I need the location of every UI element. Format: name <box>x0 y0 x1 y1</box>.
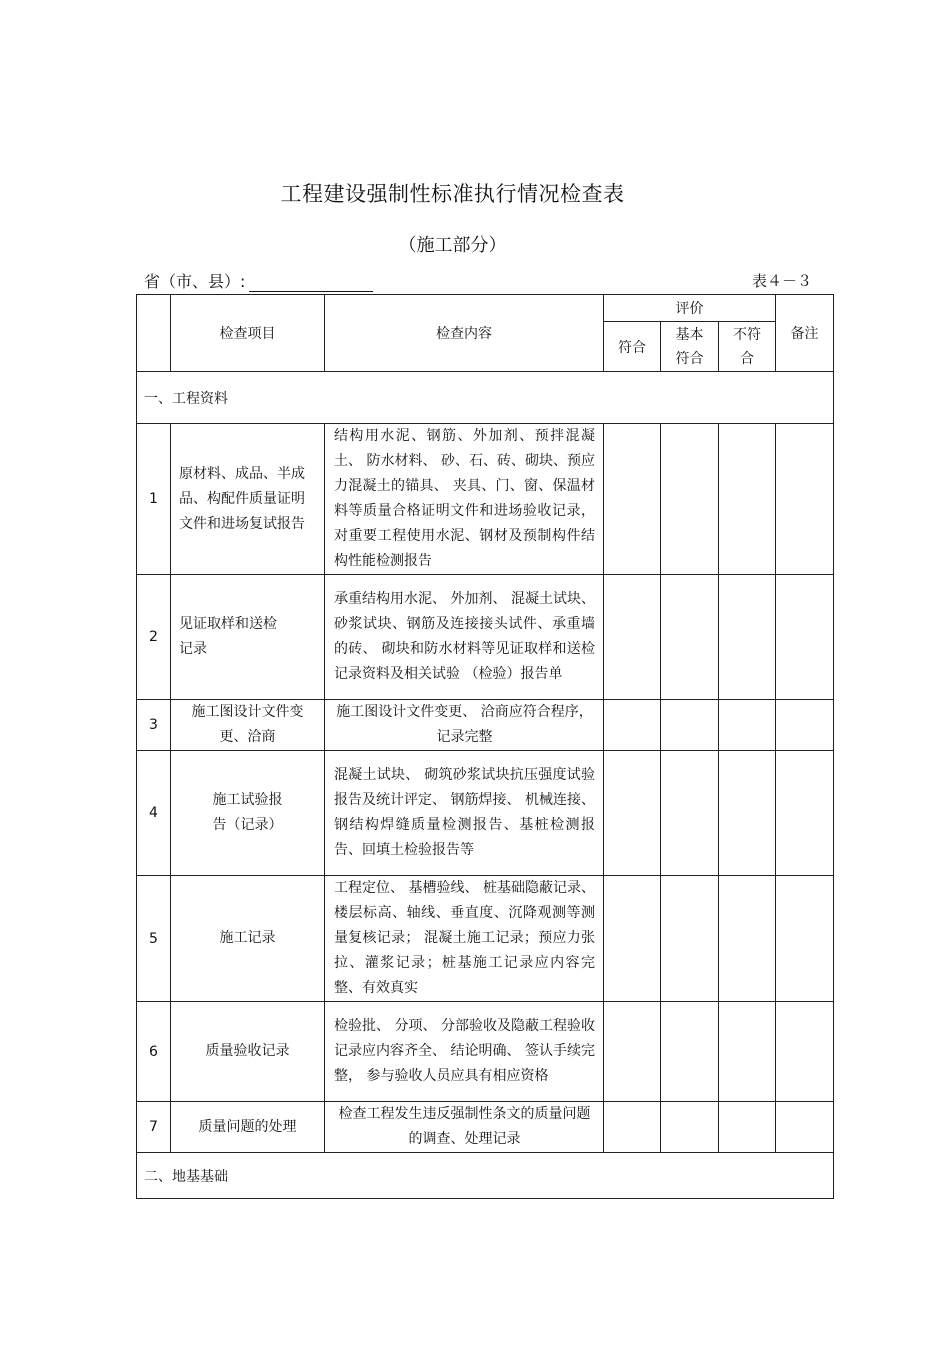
basic-conform-cell <box>661 876 719 1002</box>
basic-conform-cell <box>661 751 719 876</box>
conform-cell <box>604 575 661 700</box>
remark-cell <box>776 1102 834 1153</box>
basic-conform-cell <box>661 424 719 575</box>
not-conform-cell <box>719 1002 776 1102</box>
basic-conform-cell <box>661 1002 719 1102</box>
conform-cell <box>604 1002 661 1102</box>
row-item: 施工记录 <box>171 876 325 1002</box>
page-subtitle: （施工部分） <box>398 235 507 256</box>
header-evaluation: 评价 <box>604 295 776 322</box>
row-content: 混凝土试块、 砌筑砂浆试块抗压强度试验报告及统计评定、 钢筋焊接、 机械连接、钢结构焊缝质量检测报告、基桩检测报告、回填土检验报告等 <box>325 751 604 876</box>
table-row <box>137 700 834 751</box>
conform-cell <box>604 751 661 876</box>
conform-cell <box>604 424 661 575</box>
row-number: 6 <box>137 1002 171 1102</box>
row-content: 检验批、 分项、 分部验收及隐蔽工程验收记录应内容齐全、 结论明确、 签认手续完整， 参与验收人员应具有相应资格 <box>325 1002 604 1102</box>
basic-conform-cell <box>661 1102 719 1153</box>
remark-cell <box>776 1002 834 1102</box>
row-item: 原材料、成品、半成品、构配件质量证明文件和进场复试报告 <box>171 424 325 575</box>
section-row <box>137 372 834 424</box>
row-content: 施工图设计文件变更、 洽商应符合程序，记录完整 <box>325 700 604 751</box>
table-row <box>137 876 834 1002</box>
row-item: 见证取样和送检记录 <box>171 575 325 700</box>
section-title: 一、工程资料 <box>137 372 834 424</box>
remark-cell <box>776 876 834 1002</box>
province-label: 省（市、县）: <box>144 272 246 291</box>
row-content: 结构用水泥、钢筋、外加剂、预拌混凝土、 防水材料、 砂、石、砖、砌块、预应力混凝土的锚具、 夹具、门、窗、保温材料等质量合格证明文件和进场验收记录，对重要工程使用水泥、钢材及预制构件结构性能检测报告 <box>325 424 604 575</box>
row-number: 5 <box>137 876 171 1002</box>
row-content: 工程定位、 基槽验线、 桩基础隐蔽记录、楼层标高、轴线、垂直度、沉降观测等测量复核记录； 混凝土施工记录；预应力张拉、灌浆记录；桩基施工记录应内容完整、有效真实 <box>325 876 604 1002</box>
header-row-1 <box>137 295 834 322</box>
header-number-cell <box>137 295 171 372</box>
row-item: 质量验收记录 <box>171 1002 325 1102</box>
header-item: 检查项目 <box>171 295 325 372</box>
not-conform-cell <box>719 1102 776 1153</box>
header-remark: 备注 <box>776 295 834 372</box>
province-field <box>144 269 373 292</box>
table-row <box>137 1102 834 1153</box>
row-number: 1 <box>137 424 171 575</box>
remark-cell <box>776 575 834 700</box>
table-row <box>137 424 834 575</box>
section-row <box>137 1153 834 1199</box>
basic-conform-cell <box>661 575 719 700</box>
inspection-table <box>136 294 834 1199</box>
row-content: 检查工程发生违反强制性条文的质量问题的调查、处理记录 <box>325 1102 604 1153</box>
not-conform-cell <box>719 751 776 876</box>
not-conform-cell <box>719 575 776 700</box>
table-row <box>137 575 834 700</box>
basic-conform-cell <box>661 700 719 751</box>
remark-cell <box>776 700 834 751</box>
row-number: 2 <box>137 575 171 700</box>
section-title: 二、地基基础 <box>137 1153 834 1199</box>
row-number: 3 <box>137 700 171 751</box>
not-conform-cell <box>719 424 776 575</box>
not-conform-cell <box>719 700 776 751</box>
not-conform-cell <box>719 876 776 1002</box>
conform-cell <box>604 1102 661 1153</box>
remark-cell <box>776 751 834 876</box>
row-item: 施工图设计文件变更、洽商 <box>171 700 325 751</box>
header-content: 检查内容 <box>325 295 604 372</box>
header-not-conform: 不符 合 <box>719 322 776 372</box>
conform-cell <box>604 700 661 751</box>
table-row <box>137 1002 834 1102</box>
province-blank-line <box>249 273 373 292</box>
header-conform: 符合 <box>604 322 661 372</box>
row-item: 质量问题的处理 <box>171 1102 325 1153</box>
table-number: 表４－３ <box>752 272 813 290</box>
page-title: 工程建设强制性标准执行情况检查表 <box>280 182 625 206</box>
row-content: 承重结构用水泥、 外加剂、 混凝土试块、砂浆试块、钢筋及连接接头试件、承重墙的砖、 砌块和防水材料等见证取样和送检记录资料及相关试验 （检验）报告单 <box>325 575 604 700</box>
row-number: 7 <box>137 1102 171 1153</box>
table-row <box>137 751 834 876</box>
row-number: 4 <box>137 751 171 876</box>
remark-cell <box>776 424 834 575</box>
header-basic-conform: 基本 符合 <box>661 322 719 372</box>
row-item: 施工试验报告（记录） <box>171 751 325 876</box>
conform-cell <box>604 876 661 1002</box>
